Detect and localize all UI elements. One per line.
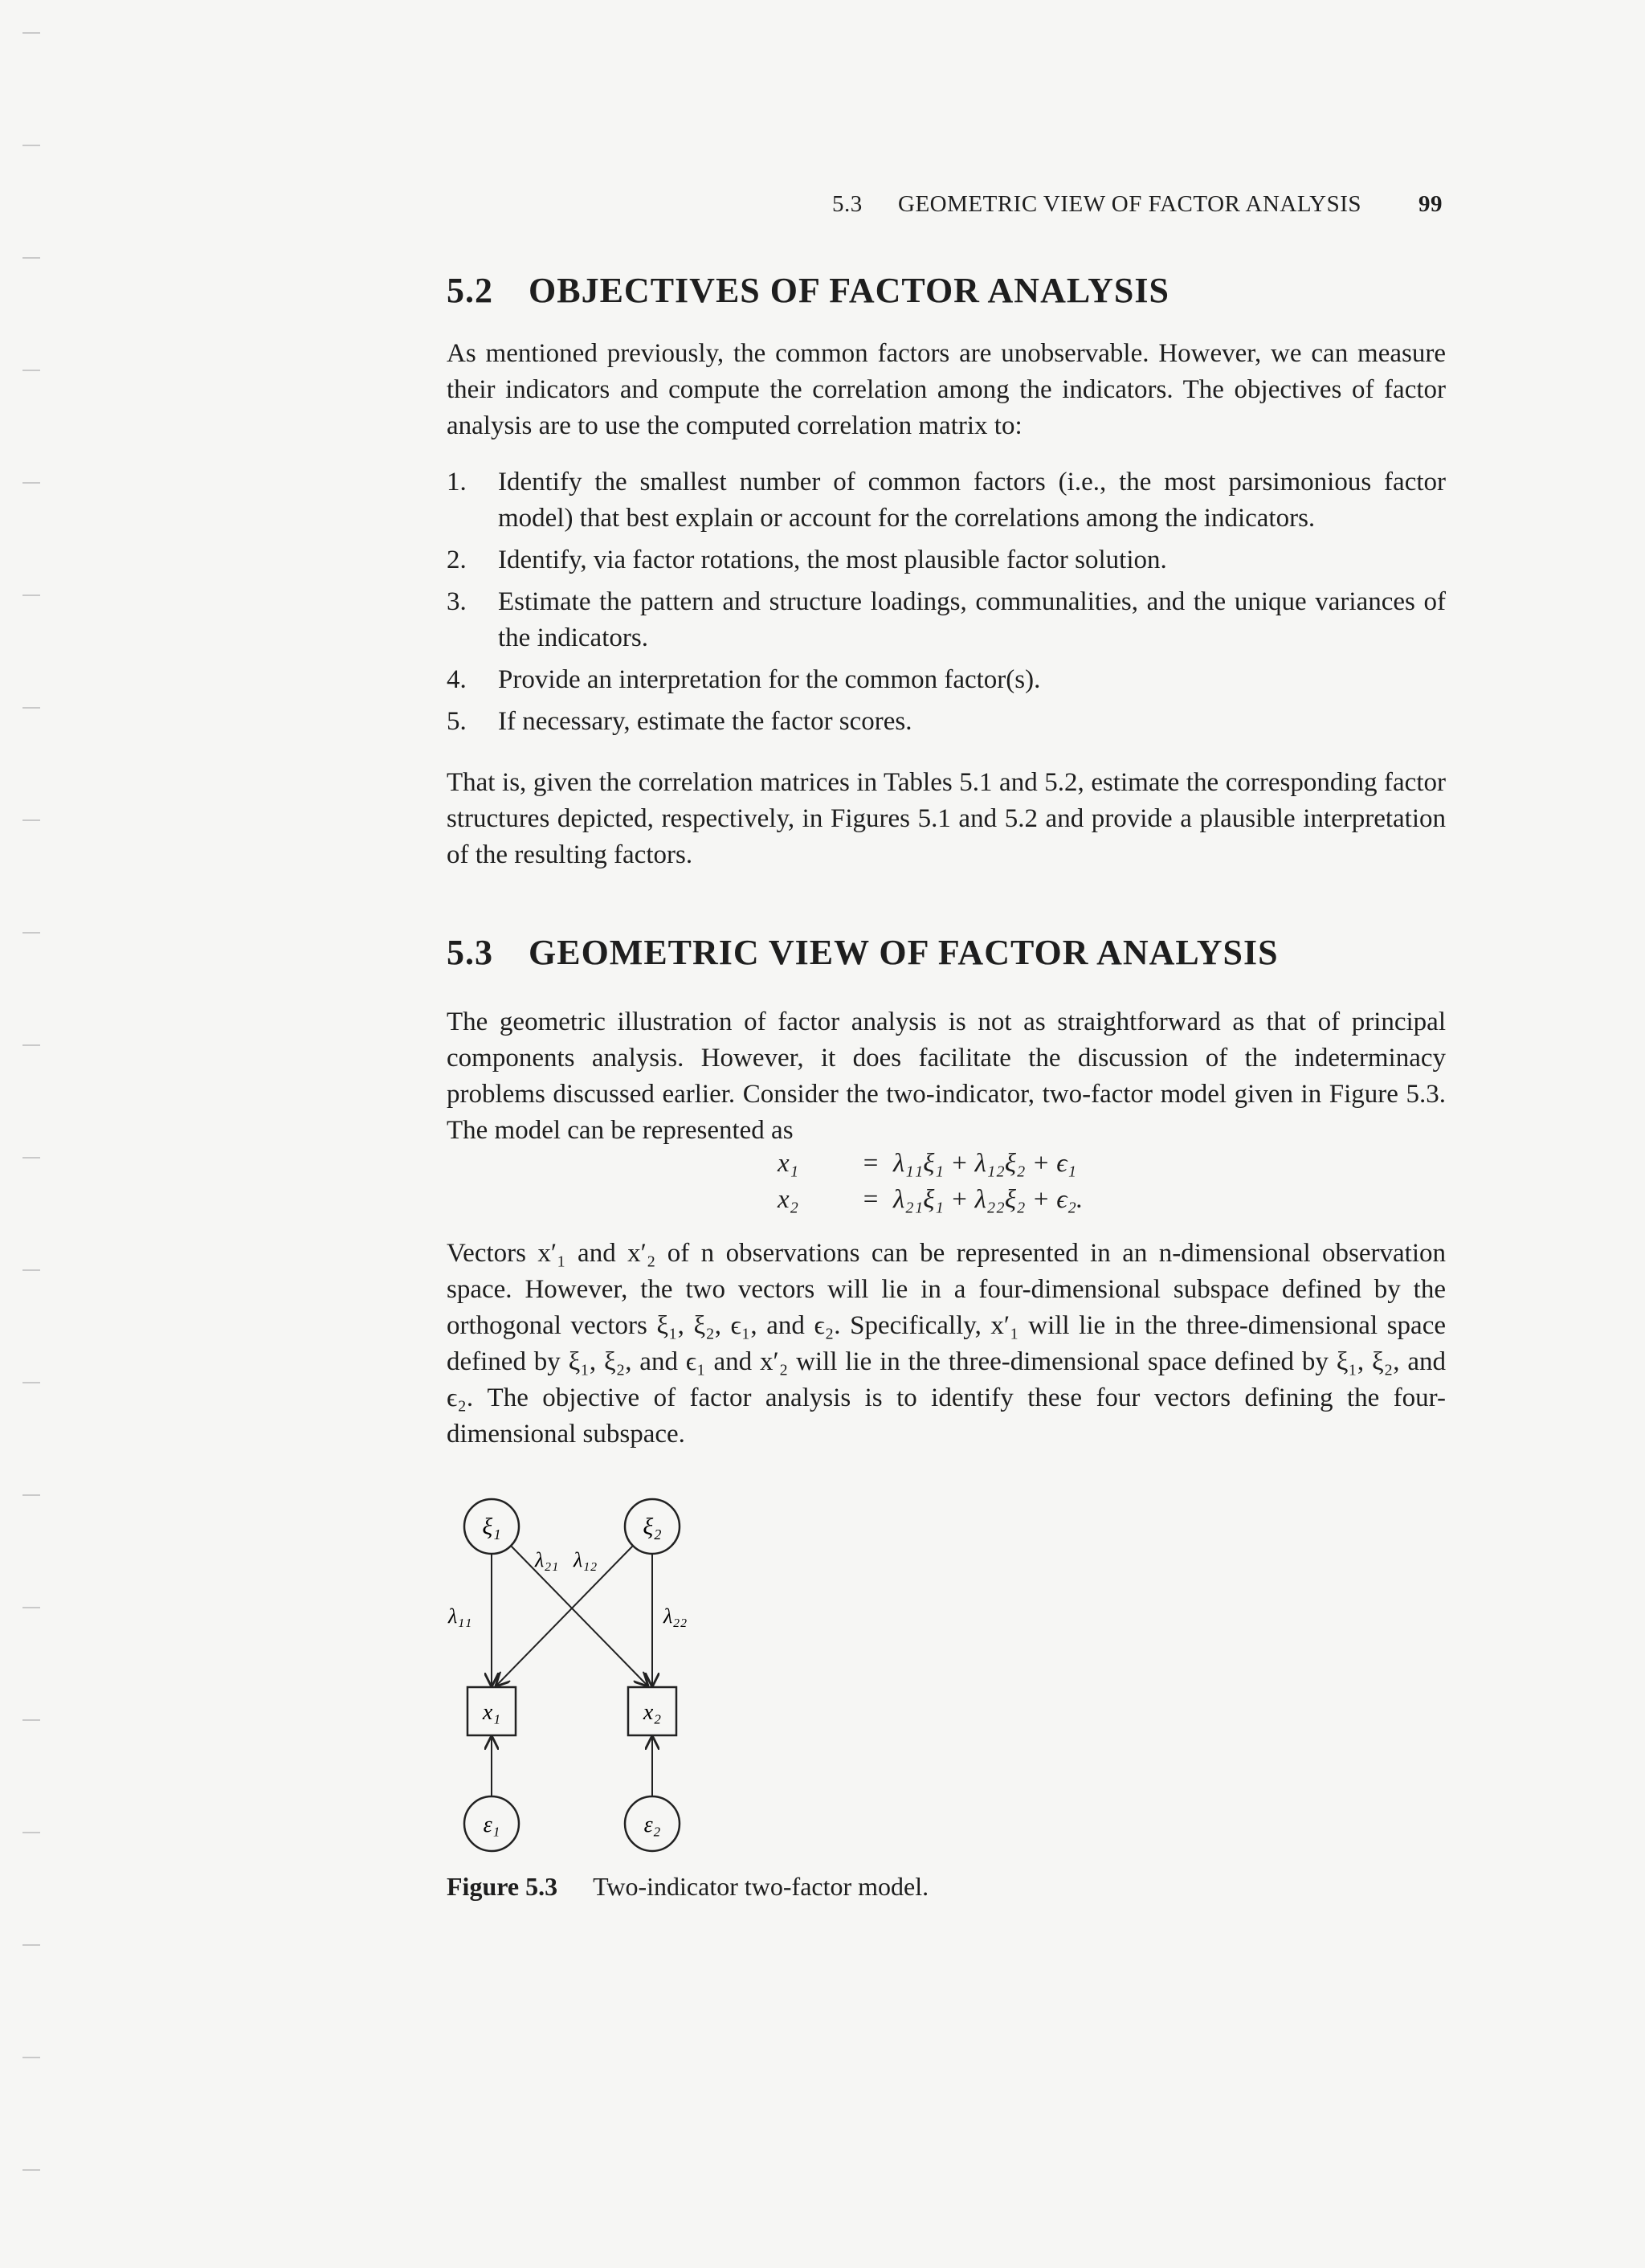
error-label-e1: ε₁ bbox=[483, 1812, 500, 1837]
loading-label-l22: λ₂₂ bbox=[663, 1604, 688, 1628]
list-item-number: 3. bbox=[447, 587, 467, 616]
model-equations bbox=[778, 1146, 1083, 1218]
indicator-label-x1: x₁ bbox=[482, 1700, 501, 1725]
list-item bbox=[447, 704, 1446, 740]
loading-label-l11: λ₁₁ bbox=[448, 1604, 472, 1628]
objectives-intro-paragraph: As mentioned previously, the common factors are unobservable. However, we can measure their indicators and compute the correlation among the indicators. The objectives of factor analysis are to use the computed correlation matrix to: bbox=[447, 339, 1446, 440]
objectives-list bbox=[447, 464, 1446, 746]
figure-caption bbox=[447, 1872, 929, 1902]
section-heading-5-3 bbox=[447, 932, 1279, 973]
page-number: 99 bbox=[1418, 191, 1443, 217]
two-factor-model-diagram bbox=[447, 1494, 704, 1856]
equation-rhs: λ₂₁ξ₁ + λ₂₂ξ₂ + ϵ₂. bbox=[893, 1185, 1084, 1214]
equation-lhs: x₂ bbox=[778, 1185, 799, 1214]
figure-caption-label: Figure 5.3 bbox=[447, 1872, 558, 1901]
list-item bbox=[447, 584, 1446, 656]
list-item-text: If necessary, estimate the factor scores. bbox=[498, 707, 912, 736]
list-item-number: 2. bbox=[447, 546, 467, 574]
figure-caption-text: Two-indicator two-factor model. bbox=[593, 1872, 929, 1901]
objectives-closing-paragraph: That is, given the correlation matrices in Tables 5.1 and 5.2, estimate the corresponding factor structures depicted, respectively, in Figures 5.1 and 5.2 and provide a plausible interpretation of the resulting factors. bbox=[447, 768, 1446, 869]
equation-rhs: λ₁₁ξ₁ + λ₁₂ξ₂ + ϵ₁ bbox=[893, 1149, 1076, 1178]
list-item-text: Identify, via factor rotations, the most plausible factor solution. bbox=[498, 546, 1167, 574]
equation-row bbox=[778, 1182, 1083, 1218]
list-item-number: 5. bbox=[447, 707, 467, 736]
list-item-text: Provide an interpretation for the common factor(s). bbox=[498, 665, 1041, 694]
binding-gutter bbox=[0, 0, 56, 2268]
equation-operator: = bbox=[863, 1185, 879, 1214]
list-item bbox=[447, 662, 1446, 698]
section-title: GEOMETRIC VIEW OF FACTOR ANALYSIS bbox=[529, 933, 1279, 972]
running-head bbox=[832, 191, 1443, 223]
running-head-section: 5.3 bbox=[832, 191, 863, 217]
equation-lhs: x₁ bbox=[778, 1149, 799, 1178]
section-number: 5.3 bbox=[447, 933, 493, 972]
list-item-text: Estimate the pattern and structure loadings, communalities, and the unique variances of the indicators. bbox=[498, 587, 1446, 652]
observation-space-paragraph: Vectors x′₁ and x′₂ of n observations can be represented in an n-dimensional observation space. However, the two vectors will lie in a four-dimensional subspace defined by the orthogonal vectors ξ₁, ξ₂, ϵ₁, and ϵ₂. Specifically, x′₁ will lie in the three-dimensional space defined by ξ₁, ξ₂, and ϵ₁ and x′₂ will lie in the three-dimensional space defined by ξ₁, ξ₂, and ϵ₂. The objective of factor analysis is to identify these four vectors defining the four-dimensional subspace. bbox=[447, 1239, 1446, 1449]
list-item-number: 4. bbox=[447, 665, 467, 694]
loading-label-l21: λ₂₁ bbox=[535, 1548, 559, 1571]
loading-arrow-l12 bbox=[496, 1546, 633, 1686]
factor-label-xi1: ξ₁ bbox=[482, 1514, 501, 1540]
equation-operator: = bbox=[863, 1149, 879, 1178]
running-head-title: GEOMETRIC VIEW OF FACTOR ANALYSIS bbox=[898, 191, 1362, 217]
factor-label-xi2: ξ₂ bbox=[643, 1514, 662, 1540]
indicator-label-x2: x₂ bbox=[643, 1700, 662, 1725]
equation-row bbox=[778, 1146, 1083, 1182]
section-heading-5-2 bbox=[447, 270, 1169, 311]
list-item bbox=[447, 542, 1446, 578]
loading-label-l12: λ₁₂ bbox=[574, 1548, 598, 1571]
section-number: 5.2 bbox=[447, 271, 493, 310]
error-label-e2: ε₂ bbox=[643, 1812, 661, 1837]
geometric-view-paragraph: The geometric illustration of factor analysis is not as straightforward as that of principal components analysis. However, it does facilitate the discussion of the indeterminacy problems discussed earlier. Consider the two-indicator, two-factor model given in Figure 5.3. The model can be represented as bbox=[447, 1007, 1446, 1145]
section-title: OBJECTIVES OF FACTOR ANALYSIS bbox=[529, 271, 1169, 310]
list-item-number: 1. bbox=[447, 468, 467, 497]
list-item bbox=[447, 464, 1446, 537]
list-item-text: Identify the smallest number of common factors (i.e., the most parsimonious factor model) that best explain or account for the correlations among the indicators. bbox=[498, 468, 1446, 533]
